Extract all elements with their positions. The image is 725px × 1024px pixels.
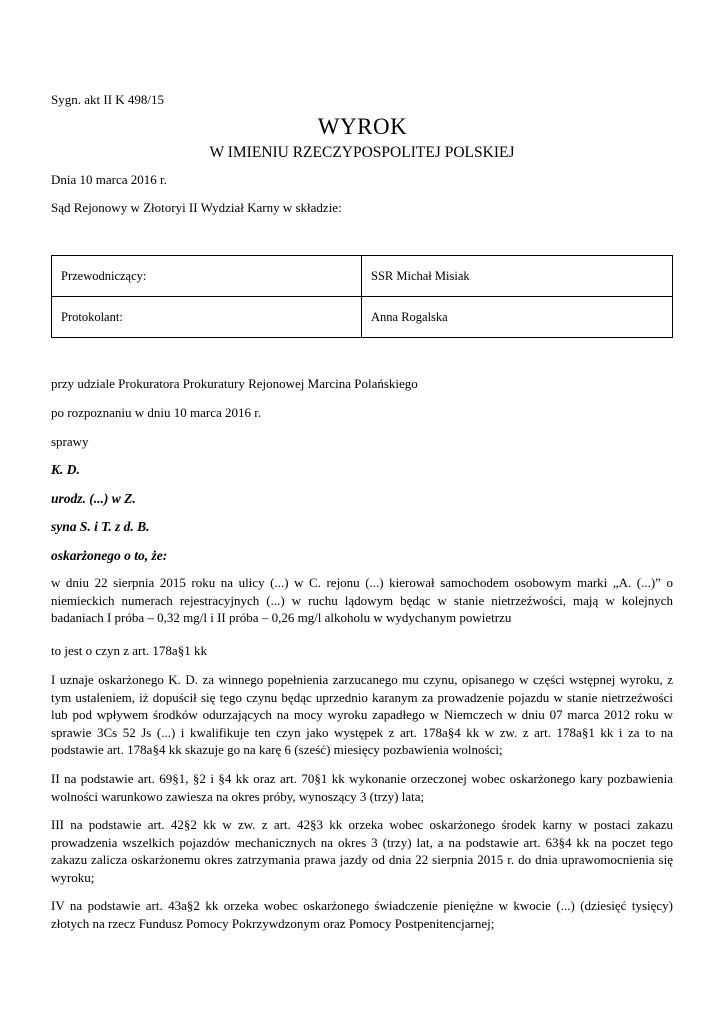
table-row: [52, 256, 673, 297]
verdict-point-1: I uznaje oskarżonego K. D. za winnego popełnienia zarzucanego mu czynu, opisanego w części wstępnej wyroku, z tym ustaleniem, iż dopuścił się tego czynu będąc uprzednio karanym za prowadzenie pojazdu w stanie nietrzeźwości lub pod wpływem środków odurzających na mocy wyroku zapadłego w Niemczech w dniu 07 marca 2012 roku w sprawie 3Cs 52 Js (...) i kwalifikuje ten czyn jako występek z art. 178a§4 kk w zw. z art. 178a§1 kk i za to na podstawie art. 178a§4 kk skazuje go na karę 6 (sześć) miesięcy pozbawienia wolności;: [51, 672, 673, 757]
case-signature: Sygn. akt II K 498/15: [51, 92, 165, 107]
charge-description: w dniu 22 sierpnia 2015 roku na ulicy (...) w C. rejonu (...) kierował samochodem osobowym marki „A. (...)” o niemieckich numerach rejestracyjnych (...) w ruchu lądowym będąc w stanie nietrzeźwości, mają w kolejnych badaniach I próba – 0,32 mg/l i II próba – 0,26 mg/l alkoholu w wydychanym powietrzu: [51, 575, 673, 625]
panel-name-clerk: Anna Rogalska: [362, 297, 673, 338]
document-subtitle: W IMIENIU RZECZYPOSPOLITEJ POLSKIEJ: [209, 144, 515, 161]
hearing-line: po rozpoznaniu w dniu 10 marca 2016 r.: [51, 405, 262, 420]
verdict-date: Dnia 10 marca 2016 r.: [51, 172, 167, 187]
case-word: sprawy: [51, 434, 89, 449]
prosecutor-line: przy udziale Prokuratora Prokuratury Rejonowej Marcina Polańskiego: [51, 376, 418, 391]
defendant-name: K. D.: [51, 462, 80, 477]
court-composition: Sąd Rejonowy w Złotoryi II Wydział Karny w składzie:: [51, 200, 342, 215]
defendant-parents: syna S. i T. z d. B.: [51, 519, 150, 534]
court-panel-table: [51, 255, 673, 338]
table-row: [52, 297, 673, 338]
panel-role-presiding: Przewodniczący:: [52, 256, 362, 297]
defendant-birth: urodz. (...) w Z.: [51, 491, 136, 506]
verdict-point-3: III na podstawie art. 42§2 kk w zw. z art. 42§3 kk orzeka wobec oskarżonego środek karny w postaci zakazu prowadzenia wszelkich pojazdów mechanicznych na okres 3 (trzy) lat, a na podstawie art. 63§4 kk na poczet tego zakazu zalicza oskarżonemu okres zatrzymania prawa jazdy od dnia 22 sierpnia 2015 r. do dnia uprawomocnienia się wyroku;: [51, 817, 673, 885]
verdict-point-4: IV na podstawie art. 43a§2 kk orzeka wobec oskarżonego świadczenie pieniężne w kwocie (...) (dziesięć tysięcy) złotych na rzecz Fundusz Pomocy Pokrzywdzonym oraz Pomocy Postpenitencjarnej;: [51, 898, 673, 931]
verdict-point-2: II na podstawie art. 69§1, §2 i §4 kk oraz art. 70§1 kk wykonanie orzeczonej wobec oskarżonego kary pozbawienia wolności warunkowo zawiesza na okres próby, wynoszący 3 (trzy) lata;: [51, 771, 673, 804]
charge-qualification: to jest o czyn z art. 178a§1 kk: [51, 643, 207, 658]
accused-of-heading: oskarżonego o to, że:: [51, 548, 168, 563]
panel-name-presiding: SSR Michał Misiak: [362, 256, 673, 297]
document-title: WYROK: [317, 114, 408, 139]
panel-role-clerk: Protokolant:: [52, 297, 362, 338]
